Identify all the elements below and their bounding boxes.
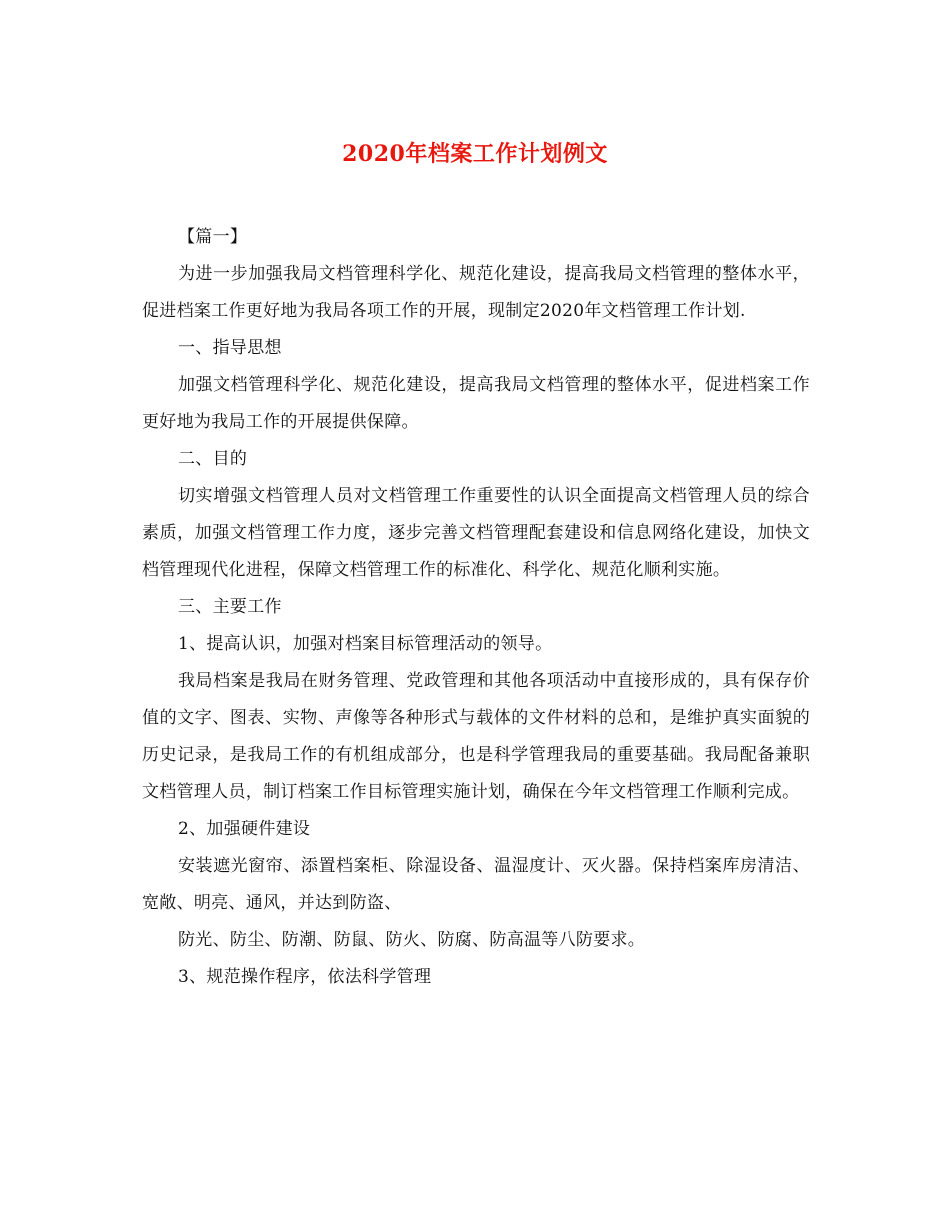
purpose-paragraph: 切实增强文档管理人员对文档管理工作重要性的认识全面提高文档管理人员的综合素质，加强文档管理工作力度，逐步完善文档管理配套建设和信息网络化建设，加快文档管理现代化进程，保障文档管理工作的标准化、科学化、规范化顺利实施。	[142, 486, 810, 580]
heading-purpose: 二、目的	[178, 449, 248, 469]
document-body	[142, 219, 810, 996]
intro-paragraph: 为进一步加强我局文档管理科学化、规范化建设，提高我局文档管理的整体水平，促进档案工作更好地为我局各项工作的开展，现制定2020年文档管理工作计划.	[142, 264, 810, 321]
item-1-paragraph: 我局档案是我局在财务管理、党政管理和其他各项活动中直接形成的，具有保存价值的文字、图表、实物、声像等各种形式与载体的文件材料的总和，是维护真实面貌的历史记录，是我局工作的有机组成部分，也是科学管理我局的重要基础。我局配备兼职文档管理人员，制订档案工作目标管理实施计划，确保在今年文档管理工作顺利完成。	[142, 671, 810, 802]
heading-guiding-ideology: 一、指导思想	[178, 338, 282, 358]
section-marker: 【篇一】	[178, 227, 248, 247]
document-title: 2020年档案工作计划例文	[342, 141, 608, 167]
guiding-ideology-paragraph: 加强文档管理科学化、规范化建设，提高我局文档管理的整体水平，促进档案工作更好地为我局工作的开展提供保障。	[142, 375, 810, 432]
item-2-paragraph-continued: 防光、防尘、防潮、防鼠、防火、防腐、防高温等八防要求。	[178, 930, 646, 950]
heading-main-work: 三、主要工作	[178, 597, 282, 617]
item-2-paragraph: 安装遮光窗帘、添置档案柜、除湿设备、温湿度计、灭火器。保持档案库房清洁、宽敞、明亮、通风，并达到防盗、	[142, 856, 810, 913]
item-2-heading: 2、加强硬件建设	[178, 819, 311, 839]
item-1-heading: 1、提高认识，加强对档案目标管理活动的领导。	[178, 634, 553, 654]
item-3-heading: 3、规范操作程序，依法科学管理	[178, 967, 432, 987]
